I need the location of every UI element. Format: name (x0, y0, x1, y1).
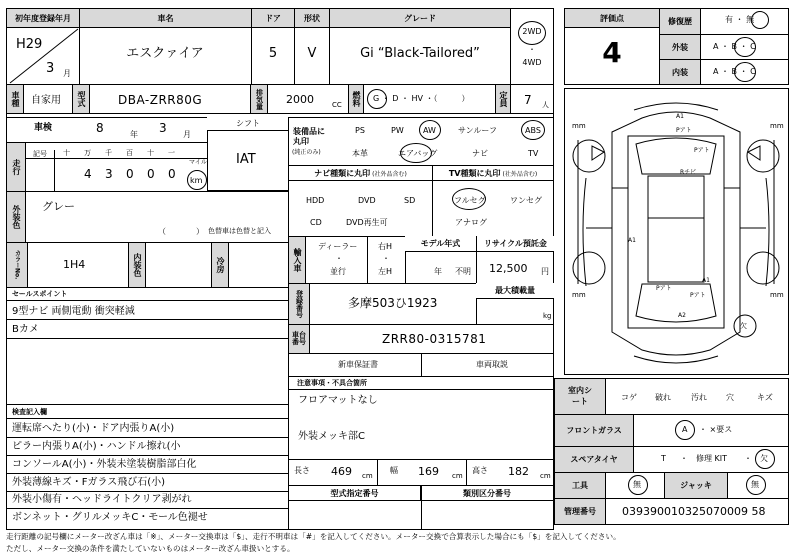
model-year-unknown: 不明 (455, 267, 471, 276)
drive-4wd: 4WD (522, 58, 542, 67)
tools-value: 無 (633, 480, 641, 489)
inspector-note-rule-5 (6, 508, 289, 509)
inspector-notes-underline (6, 418, 289, 419)
mgmt-value: 039390010325070009 58 (622, 505, 766, 518)
nav-hdd: HDD (306, 196, 325, 205)
car-name-value: エスクァイア (126, 46, 204, 61)
mileage-digit-3: 3 (105, 167, 113, 181)
nav-sd: SD (404, 196, 416, 205)
windshield-label-cell: フロントガラス (554, 414, 634, 447)
equip-airbag: エアバッグ (398, 149, 438, 158)
usage-value: 自家用 (31, 95, 61, 106)
repair-label-cell: 修復歴 (659, 8, 701, 35)
shape-header: 形状 (294, 8, 330, 28)
spare-label-cell: スペアタイヤ (554, 446, 634, 473)
doc-manual: 車両取説 (476, 360, 508, 369)
height-unit: cm (540, 472, 551, 480)
int-grade-b-circle (734, 62, 756, 82)
inspector-note-2: ピラー内張りA(小)・ハンドル擦れ(小 (12, 441, 181, 452)
mileage-mile-label: マイル (189, 159, 207, 166)
spare-dot-1: ・ (680, 454, 688, 463)
mileage-digit-label-3: 千 (105, 149, 112, 157)
mileage-digit-label-1: 十 (63, 149, 70, 157)
diagram-label-2: Pアト (676, 127, 692, 134)
displacement-unit: CC (332, 101, 342, 109)
sales-points-box (6, 287, 289, 405)
equip-pw: PW (391, 126, 404, 135)
diagram-label-9: A2 (678, 312, 686, 319)
height-value: 182 (508, 465, 529, 478)
type-codes-divider (421, 485, 422, 530)
equip-leather: 本革 (352, 149, 368, 158)
interior-seat-label-cell: 室内シート (554, 378, 606, 415)
inspector-notes-label: 検査記入欄 (12, 408, 47, 416)
score-value: 4 (602, 36, 622, 69)
type-number-header: 型式指定番号 (288, 485, 421, 501)
diagram-label-10: 欠 (740, 322, 747, 330)
seat-scratch: キズ (757, 393, 773, 402)
recycle-divider (476, 236, 477, 284)
door-header: ドア (251, 8, 295, 28)
length-value: 469 (331, 465, 352, 478)
int-grade-label-cell: 内装 (659, 59, 701, 85)
repair-options: 有 ・ 無 (725, 15, 755, 24)
tools-label-cell: 工具 (554, 472, 606, 499)
recycle-yen: 円 (541, 267, 549, 276)
nav-cd: CD (310, 218, 322, 227)
seat-stain: 汚れ (691, 393, 707, 402)
import-label-cell: 輸入車 (288, 236, 306, 284)
mileage-digit-5: 0 (147, 167, 155, 181)
first-reg-month-unit: 月 (63, 69, 71, 78)
displacement-value: 2000 (286, 93, 314, 106)
import-dot: ・ (335, 254, 343, 263)
ext-color-note: 色替車は色替と記入 (208, 227, 271, 235)
shift-value: IAT (236, 152, 256, 167)
usage-label-cell: 車種 (6, 84, 24, 114)
windshield-rest: ・ ×要ス (699, 425, 733, 434)
ext-color-value: グレー (42, 200, 75, 213)
import-dealer: ディーラー (318, 242, 358, 251)
inspector-note-5: 外装小傷有・ヘッドライトクリア剥がれ (12, 494, 192, 505)
import-h-dot: ・ (382, 254, 390, 263)
capacity-label-cell: 定員 (495, 84, 511, 114)
equip-abs: ABS (525, 126, 541, 135)
nav-type-header: ナビ種類に丸印 (社外品含む) (288, 165, 433, 181)
mileage-label-cell: 走行 (6, 142, 26, 192)
color-no-value: 1H4 (63, 258, 86, 271)
ext-color-label-cell: 外装色 (6, 191, 26, 243)
capacity-value: 7 (524, 93, 532, 107)
car-name-header: 車名 (79, 8, 252, 28)
equip-tv: TV (528, 149, 539, 158)
mileage-digit-label-4: 百 (126, 149, 133, 157)
model-value: DBA-ZRR80G (118, 93, 203, 107)
import-left-h: 左H (378, 267, 393, 276)
diagram-label-8: Pアト (690, 292, 706, 299)
mileage-sign-label: 記号 (33, 150, 47, 158)
equip-aw: AW (423, 126, 436, 135)
caution-line-2: 外装メッキ部C (298, 431, 365, 442)
spare-missing: 欠 (760, 454, 768, 463)
equip-nav: ナビ (472, 149, 488, 158)
sales-point-line-1: 9型ナビ 両側電動 衝突軽減 (12, 306, 135, 317)
inspector-note-rule-2 (6, 455, 289, 456)
mileage-digit-label-6: 一 (168, 149, 175, 157)
nav-dvd-play: DVD再生可 (346, 218, 388, 227)
equipment-label: 装備品に丸印 (293, 127, 325, 146)
tv-oneseg: ワンセグ (510, 196, 542, 205)
jack-label-cell: ジャッキ (664, 472, 728, 499)
score-header: 評価点 (564, 8, 660, 28)
tv-fullseg: フルセグ (454, 196, 486, 205)
sales-points-underline (6, 300, 289, 301)
ext-grade-label-cell: 外装 (659, 34, 701, 60)
spare-kit: 修理 KIT (696, 454, 728, 463)
registration-value: 多摩503ひ1923 (348, 296, 438, 310)
equip-sunroof: サンルーフ (458, 126, 497, 135)
inspector-note-3: コンソールA(小)・外装未塗装樹脂部白化 (12, 459, 197, 470)
diagram-mm-1: mm (572, 122, 586, 130)
import-right-h: 右H (378, 242, 393, 251)
sales-points-rule-1 (6, 319, 289, 320)
footer-line-2: ただし、メーター交換の条件を満たしていないものはメーター改ざん車扱いとする。 (6, 544, 295, 553)
inspection-year: 8 (96, 121, 104, 135)
fuel-label-cell: 燃料 (348, 84, 364, 114)
docs-divider (421, 353, 422, 377)
class-number-header: 類別区分番号 (420, 485, 554, 501)
max-load-unit: kg (543, 312, 552, 320)
length-unit: cm (362, 472, 373, 480)
length-label: 長さ (294, 466, 310, 475)
max-load-header: 最大積載量 (476, 283, 554, 299)
tv-type-header: TV種類に丸印 (社外品含む) (432, 165, 554, 181)
equip-ps: PS (355, 126, 365, 135)
grade-value: Gi “Black-Tailored” (360, 46, 480, 61)
footer-line-1: 走行距離の記号欄にメーター改ざん車は「※」、メーター交換車は「$」、走行不明車は「#」を記入してください。メーター交換で合算表示した場合にも「$」を記入してください。 (6, 532, 621, 541)
inspector-note-1: 運転席へたり(小)・ドア内張りA(小) (12, 423, 175, 434)
inspector-note-6: ボンネット・グリルメッキC・モール色褪せ (12, 512, 208, 523)
equipment-sub: (純正のみ) (292, 149, 321, 156)
inspector-note-4: 外装薄線キズ・Fガラス飛び石(小) (12, 477, 166, 488)
inspector-note-rule-1 (6, 437, 289, 438)
chassis-label-cell: 車台番号 (288, 324, 310, 354)
first-reg-year: H29 (16, 37, 43, 52)
sales-point-line-2: Bカメ (12, 324, 39, 335)
mileage-digit-label-2: 万 (84, 149, 91, 157)
diagram-label-6: A1 (702, 277, 710, 284)
shift-label: シフト (207, 117, 289, 131)
color-no-label-cell: カラーNo. (6, 242, 28, 288)
mileage-digit-label-5: 十 (147, 149, 154, 157)
door-value: 5 (268, 46, 278, 61)
height-label: 高さ (472, 466, 488, 475)
windshield-value: A (682, 425, 688, 434)
chassis-value: ZRR80-0315781 (382, 332, 487, 346)
import-parallel: 並行 (330, 267, 346, 276)
inspector-note-rule-3 (6, 473, 289, 474)
displacement-label-cell: 排気量 (250, 84, 268, 114)
mileage-unit: km (190, 176, 203, 185)
width-unit: cm (452, 472, 463, 480)
sales-points-rule-2 (6, 338, 289, 339)
tv-analog: アナログ (455, 218, 487, 227)
diagram-mm-3: mm (572, 291, 586, 299)
drive-dot: ・ (528, 45, 536, 54)
inspection-year-unit: 年 (130, 130, 138, 139)
inspector-note-rule-4 (6, 491, 289, 492)
model-year-header: モデル年式 (405, 236, 477, 252)
shape-value: V (307, 46, 317, 61)
interior-label-cell: 内装色 (128, 242, 146, 288)
capacity-unit: 人 (542, 101, 549, 109)
refrigerant-label-cell: 冷房 (211, 242, 229, 288)
nav-dvd: DVD (358, 196, 376, 205)
diagram-mm-2: mm (770, 122, 784, 130)
caution-line-1: フロアマットなし (298, 395, 378, 406)
jack-value: 無 (751, 480, 759, 489)
mileage-digit-4: 0 (126, 167, 134, 181)
recycle-header: リサイクル預託金 (476, 236, 554, 252)
spare-t: T (661, 454, 666, 463)
recycle-value: 12,500 (489, 262, 528, 275)
inspection-month: 3 (159, 121, 167, 135)
ext-color-paren-open: （ (158, 227, 166, 236)
diagram-mm-4: mm (770, 291, 784, 299)
doc-warranty: 新車保証書 (338, 360, 378, 369)
drive-2wd: 2WD (522, 27, 542, 36)
grade-header: グレード (329, 8, 511, 28)
caution-label: 注意事項・不具合箇所 (297, 379, 367, 387)
model-year-unit: 年 (434, 267, 442, 276)
color-no-row (6, 242, 289, 288)
caution-underline (288, 389, 554, 390)
dims-divider-2 (466, 459, 467, 486)
fuel-options: G ・ D ・ HV ・（ ） (373, 94, 470, 103)
diagram-label-5: A1 (628, 237, 636, 244)
mileage-digit-6: 0 (168, 167, 176, 181)
inspection-label: 車検 (34, 123, 53, 133)
first-reg-header: 初年度登録年月 (6, 8, 80, 28)
inspection-month-unit: 月 (183, 130, 191, 139)
handle-divider (367, 236, 368, 284)
mileage-sign-divider (54, 150, 55, 192)
width-label: 幅 (390, 466, 398, 475)
model-label-cell: 型式 (72, 84, 90, 114)
diagram-label-7: Pアト (656, 285, 672, 292)
dims-divider-1 (377, 459, 378, 486)
repair-none-circle (751, 11, 769, 29)
ext-color-paren-close: ） (196, 227, 204, 236)
sales-points-label: セールスポイント (12, 290, 68, 298)
diagram-label-1: A1 (676, 113, 684, 120)
diagram-label-4: Rチビ (680, 169, 697, 176)
first-reg-month: 3 (46, 61, 55, 76)
width-value: 169 (418, 465, 439, 478)
ext-grade-options: A ・ B ・ C (713, 42, 756, 51)
seat-tear: 破れ (655, 393, 671, 402)
mileage-digit-2: 4 (84, 167, 92, 181)
registration-label-cell: 登録番号 (288, 283, 310, 325)
ext-grade-b-circle (734, 37, 756, 57)
seat-burn: コゲ (621, 393, 637, 402)
mgmt-label-cell: 管理番号 (554, 498, 606, 525)
seat-hole: 穴 (726, 393, 734, 402)
int-grade-options: A ・ B ・ C (713, 67, 756, 76)
diagram-label-3: Pアト (694, 147, 710, 154)
spare-dot-2: ・ (744, 454, 752, 463)
